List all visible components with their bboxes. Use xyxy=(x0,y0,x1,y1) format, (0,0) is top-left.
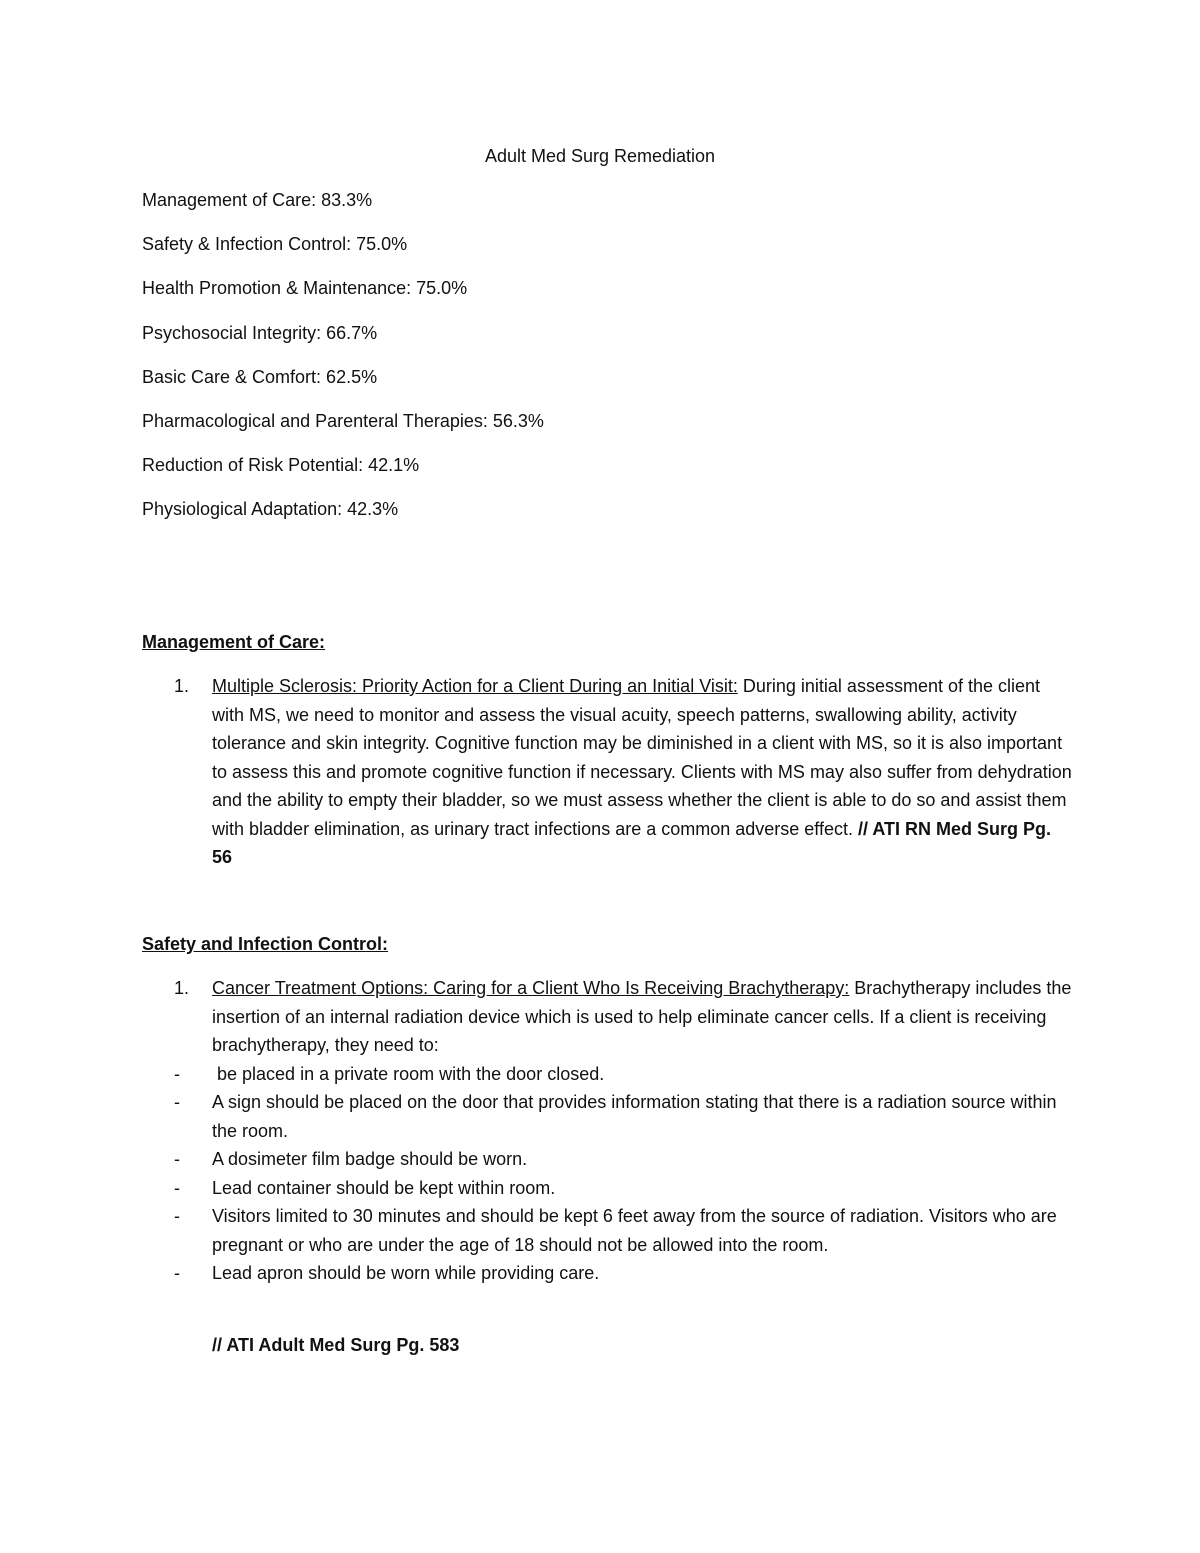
score-safety-infection-control: Safety & Infection Control: 75.0% xyxy=(142,234,408,255)
bullet-item xyxy=(142,1202,1072,1259)
item-body xyxy=(212,672,1072,872)
bullet-dash: - xyxy=(174,1206,180,1226)
section-reference: // ATI Adult Med Surg Pg. 583 xyxy=(212,1335,460,1355)
bullet-item xyxy=(142,1174,1072,1203)
item-body xyxy=(212,974,1072,1060)
bullet-text: Lead apron should be worn while providing care. xyxy=(212,1263,600,1283)
item-number: 1. xyxy=(174,676,190,696)
bullet-dash: - xyxy=(174,1177,180,1198)
bullet-item xyxy=(142,1060,1072,1089)
bullet-dash: - xyxy=(174,1149,180,1169)
score-basic-care-comfort: Basic Care & Comfort: 62.5% xyxy=(142,366,378,387)
bullet-text: Visitors limited to 30 minutes and should be kept 6 feet away from the source of radiation. Visitors who are pregnant or who are under the age of 18 should not be allowed into the room. xyxy=(212,1206,1057,1255)
section-heading-management-of-care: Management of Care: xyxy=(142,632,326,652)
score-pharmacological-therapies: Pharmacological and Parenteral Therapies: 56.3% xyxy=(142,410,544,431)
bullet-item xyxy=(142,1145,1072,1174)
bullet-text: be placed in a private room with the door closed. xyxy=(212,1063,605,1084)
bullet-text: A dosimeter film badge should be worn. xyxy=(212,1149,528,1169)
bullet-list xyxy=(142,1060,1072,1288)
list-item xyxy=(142,974,1072,1288)
bullet-dash: - xyxy=(174,1092,180,1112)
score-physiological-adaptation: Physiological Adaptation: 42.3% xyxy=(142,499,399,520)
score-list xyxy=(142,188,544,542)
bullet-item xyxy=(142,1088,1072,1145)
bullet-text: Lead container should be kept within room. xyxy=(212,1177,556,1198)
bullet-dash: - xyxy=(174,1063,180,1084)
item-text: Brachytherapy includes the insertion of an internal radiation device which is used to help eliminate cancer cells. If a client is receiving brachytherapy, they need to: xyxy=(212,978,1072,1055)
item-text: During initial assessment of the client with MS, we need to monitor and assess the visual acuity, speech patterns, swallowing ability, activity tolerance and skin integrity. Cognitive function may be diminished in a client with MS, so it is also important to assess this and promote cognitive function if necessary. Clients with MS may also suffer from dehydration and the ability to empty their bladder, so we must assess whether the client is able to do so and assist them with bladder elimination, as urinary tract infections are a common adverse effect. xyxy=(212,676,1072,839)
score-management-of-care: Management of Care: 83.3% xyxy=(142,190,373,210)
bullet-text: A sign should be placed on the door that provides information stating that there is a radiation source within the room. xyxy=(212,1092,1057,1141)
document-title: Adult Med Surg Remediation xyxy=(484,146,716,166)
item-reference: // ATI RN Med Surg Pg. 56 xyxy=(212,818,1051,867)
bullet-item xyxy=(142,1259,1072,1288)
score-health-promotion: Health Promotion & Maintenance: 75.0% xyxy=(142,278,468,299)
list-item xyxy=(142,672,1072,872)
bullet-dash: - xyxy=(174,1263,180,1283)
score-reduction-of-risk: Reduction of Risk Potential: 42.1% xyxy=(142,455,420,476)
item-topic: Multiple Sclerosis: Priority Action for a Client During an Initial Visit: xyxy=(212,676,738,696)
score-psychosocial-integrity: Psychosocial Integrity: 66.7% xyxy=(142,322,378,343)
item-topic: Cancer Treatment Options: Caring for a Client Who Is Receiving Brachytherapy: xyxy=(212,978,850,998)
item-number: 1. xyxy=(174,978,190,998)
section-heading-safety-infection-control: Safety and Infection Control: xyxy=(142,934,389,954)
